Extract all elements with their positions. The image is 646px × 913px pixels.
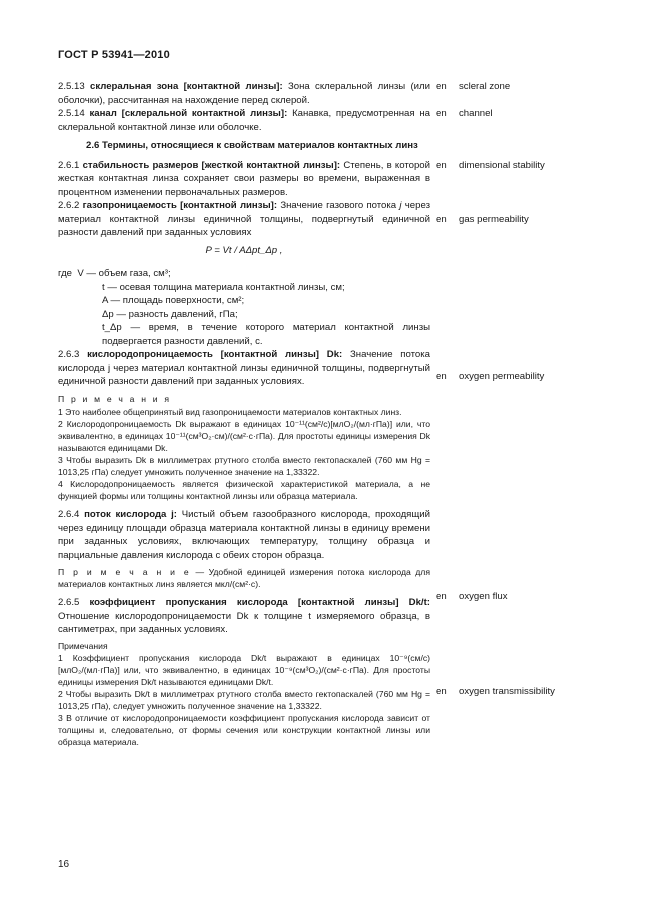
symbol-j: j — [399, 200, 402, 211]
entry-number: 2.6.3 — [58, 349, 80, 360]
note-4: 4 Кислородопроницаемость является физической характеристикой материала, а не функцией формы или толщины контактной линзы или образца материала. — [58, 479, 430, 501]
lang-tag: en — [436, 686, 447, 697]
english-term: dimensional stability — [459, 160, 545, 171]
lang-tag: en — [436, 160, 447, 171]
english-term: scleral zone — [459, 81, 511, 92]
where-line — [58, 267, 430, 281]
definition: Канавка, предусмотренная на склеральной контактной линзе или оболочке. — [58, 108, 430, 133]
entry-2-6-2 — [58, 199, 430, 240]
definition: Отношение кислородопроницаемости Dk к толщине t измеряемого образца, в сантиметрах, при заданных условиях. — [58, 610, 430, 635]
where-label: где — [58, 268, 73, 279]
entry-2-6-3 — [58, 348, 430, 389]
entry-2-6-4 — [58, 508, 430, 562]
entry-number: 2.5.13 — [58, 81, 85, 92]
notes-heading: Примечания — [58, 640, 108, 651]
definition: Значение потока кислорода j через материал контактной линзы единичной толщины, подвергнутый единичной разности давлений при заданных условиях. — [58, 349, 430, 387]
note-text: — Удобной единицей измерения потока кислорода для материалов контактных линз является мкл/(см²·с). — [58, 567, 430, 589]
page-number: 16 — [58, 859, 70, 870]
definition: Зона склеральной линзы (или оболочки), рассчитанная на нахождение перед склерой. — [58, 81, 430, 106]
english-term: oxygen transmissibility — [459, 686, 555, 697]
entry-number: 2.6.1 — [58, 159, 80, 171]
term: склеральная зона [контактной линзы]: — [90, 81, 283, 92]
term: канал [склеральной контактной линзы]: — [89, 108, 288, 119]
entry-2-6-5 — [58, 596, 430, 637]
note-3: 3 Чтобы выразить Dk в миллиметрах ртутного столба вместо гектопаскалей (760 мм Hg = 1013,25 гПа) следует умножить полученное значение на 1,33322. — [58, 455, 430, 477]
term: стабильность размеров [жесткой контактной линзы]: — [82, 159, 341, 171]
lang-tag: en — [436, 108, 447, 119]
lang-tag: en — [436, 371, 447, 382]
entry-number: 2.6.4 — [58, 509, 80, 520]
page-header: ГОСТ Р 53941—2010 — [58, 49, 170, 61]
term: коэффициент пропускания кислорода [контактной линзы] Dk/t: — [89, 597, 430, 608]
lang-tag: en — [436, 591, 447, 602]
note-2: 2 Кислородопроницаемость Dk выражают в единицах 10⁻¹¹(см²/с)[млO₂/(мл·гПа)] или, что эквивалентно, в единицах 10⁻¹¹(см³O₂·см)/(см²·с·гПа). Для простоты единицы измерения Dk называются единицами Dk. — [58, 419, 430, 453]
english-term: oxygen permeability — [459, 371, 545, 382]
entry-number: 2.6.2 — [58, 200, 80, 211]
term: поток кислорода j: — [84, 509, 177, 520]
definition: Чистый объем газообразного кислорода, проходящий через единицу площади образца материала контактной линзы в единицу времени при заданных условиях, включающих температуру, толщину образца и парциальные давления кислорода с обеих сторон образца. — [58, 509, 430, 561]
term: кислородопроницаемость [контактной линзы] Dk: — [87, 349, 343, 360]
entry-number: 2.6.5 — [58, 597, 80, 608]
variable-t: t — осевая толщина материала контактной линзы, см; — [102, 281, 345, 293]
english-term: gas permeability — [459, 214, 529, 225]
entry-2-5-13 — [58, 80, 430, 107]
note-1: 1 Коэффициент пропускания кислорода Dk/t выражают в единицах 10⁻⁹(см/с)[млO₂/(мл·гПа)] или, что эквивалентно, в единицах 10⁻⁹(см³O₂)/(см²·с·гПа). Для простоты единицы измерения Dk/t называются единицами Dk/t. — [58, 652, 430, 687]
note-3: 3 В отличие от кислородопроницаемости коэффициент пропускания кислорода зависит от толщины и, следовательно, от формы сечения или конструкции контактной линзы или образца материала. — [58, 712, 430, 747]
lang-tag: en — [436, 214, 447, 225]
variable-a: A — площадь поверхности, см²; — [102, 295, 245, 306]
main-text — [58, 80, 430, 748]
entry-2-6-1 — [58, 159, 430, 200]
definition: через материал контактной линзы единичной толщины, подвергнутый единичной разности давлений при заданных условиях — [58, 200, 430, 238]
note-heading: П р и м е ч а н и е — [58, 567, 191, 577]
definition: Степень, в которой жесткая контактная линза сохраняет свои размеры во времени, выраженная в процентном изменении первоначальных размеров. — [58, 159, 431, 198]
lang-tag: en — [436, 81, 447, 92]
variable-tdp: t_Δp — время, в течение которого материал контактной линзы подвергается разности давлений, с. — [102, 322, 430, 347]
english-term: channel — [459, 108, 493, 119]
formula: P = Vt / AΔpt_Δp , — [205, 244, 283, 256]
variable-dp: Δp — разность давлений, гПа; — [102, 308, 238, 320]
entry-2-5-14 — [58, 107, 430, 134]
section-heading: 2.6 Термины, относящиеся к свойствам материалов контактных линз — [86, 140, 418, 151]
entry-number: 2.5.14 — [58, 108, 85, 119]
definition: Значение газового потока — [280, 200, 397, 211]
english-term: oxygen flux — [459, 591, 508, 602]
note-1: 1 Это наиболее общепринятый вид газопроницаемости материалов контактных линз. — [58, 407, 402, 417]
variable-v: V — объем газа, см³; — [77, 268, 171, 279]
notes-heading: П р и м е ч а н и я — [58, 393, 172, 404]
term: газопроницаемость [контактной линзы]: — [82, 200, 278, 211]
note — [58, 566, 430, 590]
note-2: 2 Чтобы выразить Dk/t в миллиметрах ртутного столба вместо гектопаскалей (760 мм Hg = 1013,25 гПа), следует умножить полученное значение на 1,33322. — [58, 688, 430, 711]
